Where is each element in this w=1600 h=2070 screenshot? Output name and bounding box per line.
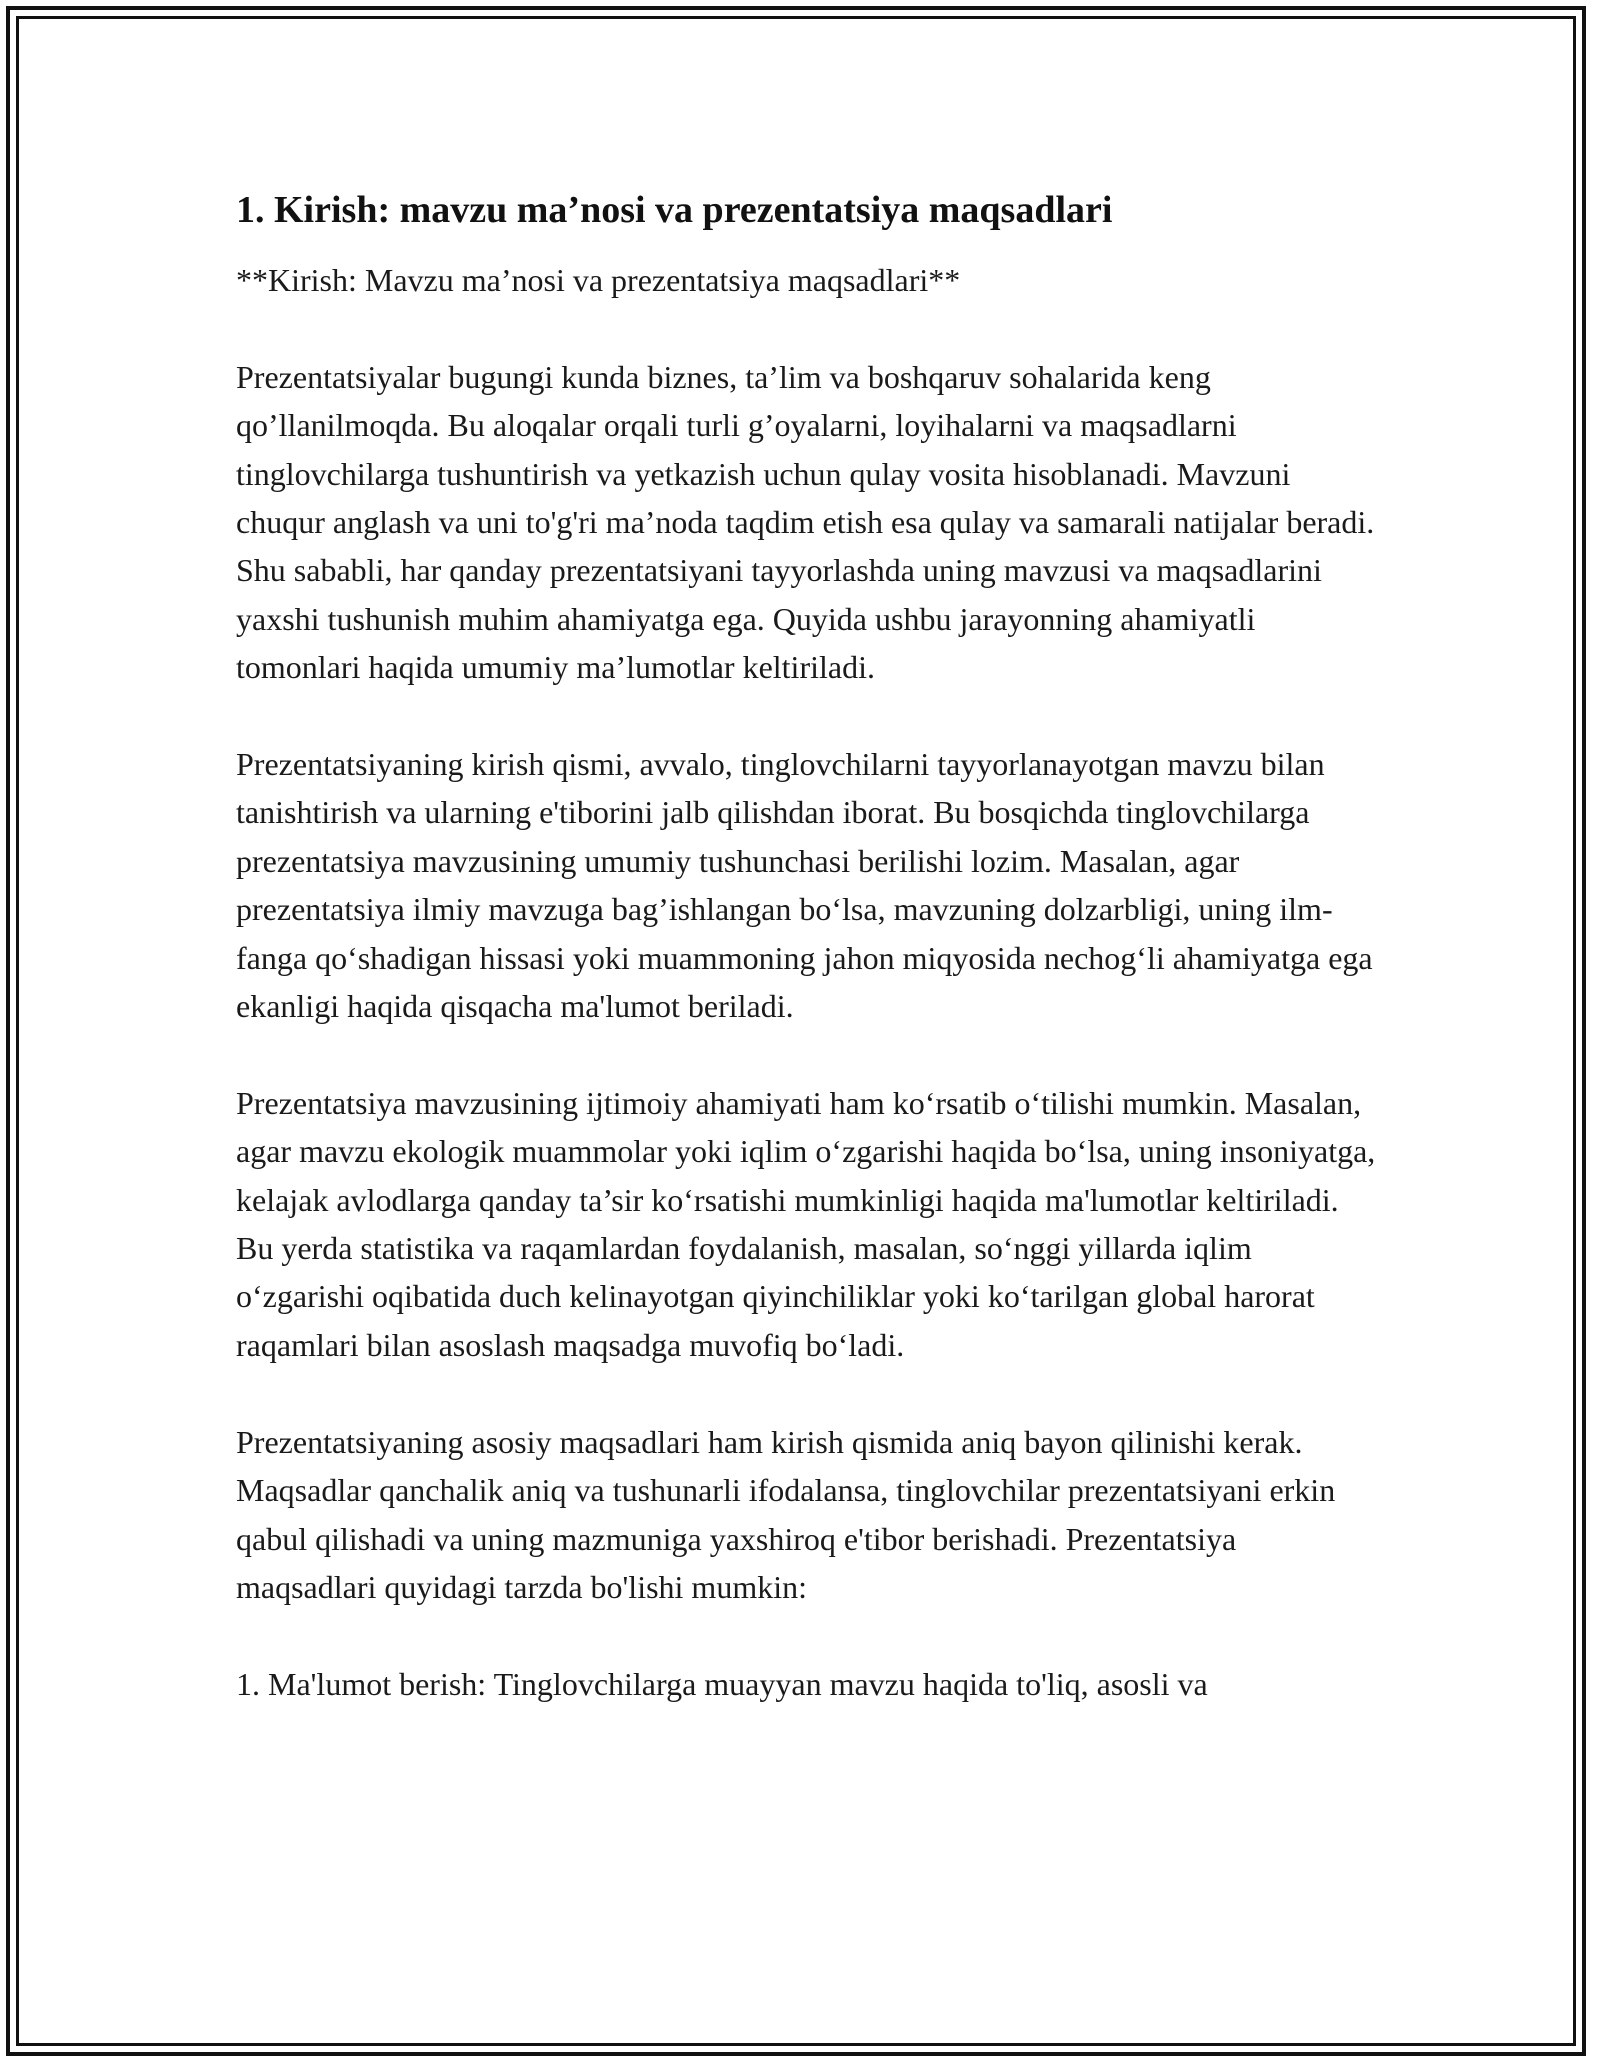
list-item-1: 1. Ma'lumot berish: Tinglovchilarga muayyan mavzu haqida to'liq, asosli va <box>236 1665 1208 1702</box>
paragraph-3: Prezentatsiya mavzusining ijtimoiy ahamiyati ham ko‘rsatib o‘tilishi mumkin. Masalan, agar mavzu ekologik muammolar yoki iqlim o‘zgarishi haqida bo‘lsa, uning insoniyatga, kelajak avlodlarga qanday ta’sir ko‘rsatishi mumkinligi haqida ma'lumotlar keltiriladi. Bu yerda statistika va raqamlardan foydalanish, masalan, so‘nggi yillarda iqlim o‘zgarishi oqibatida duch kelinayotgan qiyinchiliklar yoki ko‘tarilgan global harorat raqamlari bilan asoslash maqsadga muvofiq bo‘ladi. <box>236 1084 1376 1363</box>
paragraph-1: Prezentatsiyalar bugungi kunda biznes, ta’lim va boshqaruv sohalarida keng qo’llanilmoqda. Bu aloqalar orqali turli g’oyalarni, loyihalarni va maqsadlarni tinglovchilarga tushuntirish va yetkazish uchun qulay vosita hisoblanadi. Mavzuni chuqur anglash va uni to'g'ri ma’noda taqdim etish esa qulay va samarali natijalar beradi. Shu sababli, har qanday prezentatsiyani tayyorlashda uning mavzusi va maqsadlarini yaxshi tushunish muhim ahamiyatga ega. Quyida ushbu jarayonning ahamiyatli tomonlari haqida umumiy ma’lumotlar keltiriladi. <box>236 358 1375 686</box>
section-heading: 1. Kirish: mavzu ma’nosi va prezentatsiya maqsadlari <box>236 189 1113 231</box>
section-subtitle: **Kirish: Mavzu ma’nosi va prezentatsiya maqsadlari** <box>236 262 961 298</box>
paragraph-2: Prezentatsiyaning kirish qismi, avvalo, tinglovchilarni tayyorlanayotgan mavzu bilan tanishtirish va ularning e'tiborini jalb qilishdan iborat. Bu bosqichda tinglovchilarga prezentatsiya mavzusining umumiy tushunchasi berilishi lozim. Masalan, agar prezentatsiya ilmiy mavzuga bag’ishlangan bo‘lsa, mavzuning dolzarbligi, uning ilm-fanga qo‘shadigan hissasi yoki muammoning jahon miqyosida nechog‘li ahamiyatga ega ekanligi haqida qisqacha ma'lumot beriladi. <box>236 746 1373 1025</box>
document-body <box>236 186 1376 1757</box>
paragraph-4: Prezentatsiyaning asosiy maqsadlari ham kirish qismida aniq bayon qilinishi kerak. Maqsadlar qanchalik aniq va tushunarli ifodalansa, tinglovchilar prezentatsiyani erkin qabul qilishadi va uning mazmuniga yaxshiroq e'tibor berishadi. Prezentatsiya maqsadlari quyidagi tarzda bo'lishi mumkin: <box>236 1423 1336 1605</box>
